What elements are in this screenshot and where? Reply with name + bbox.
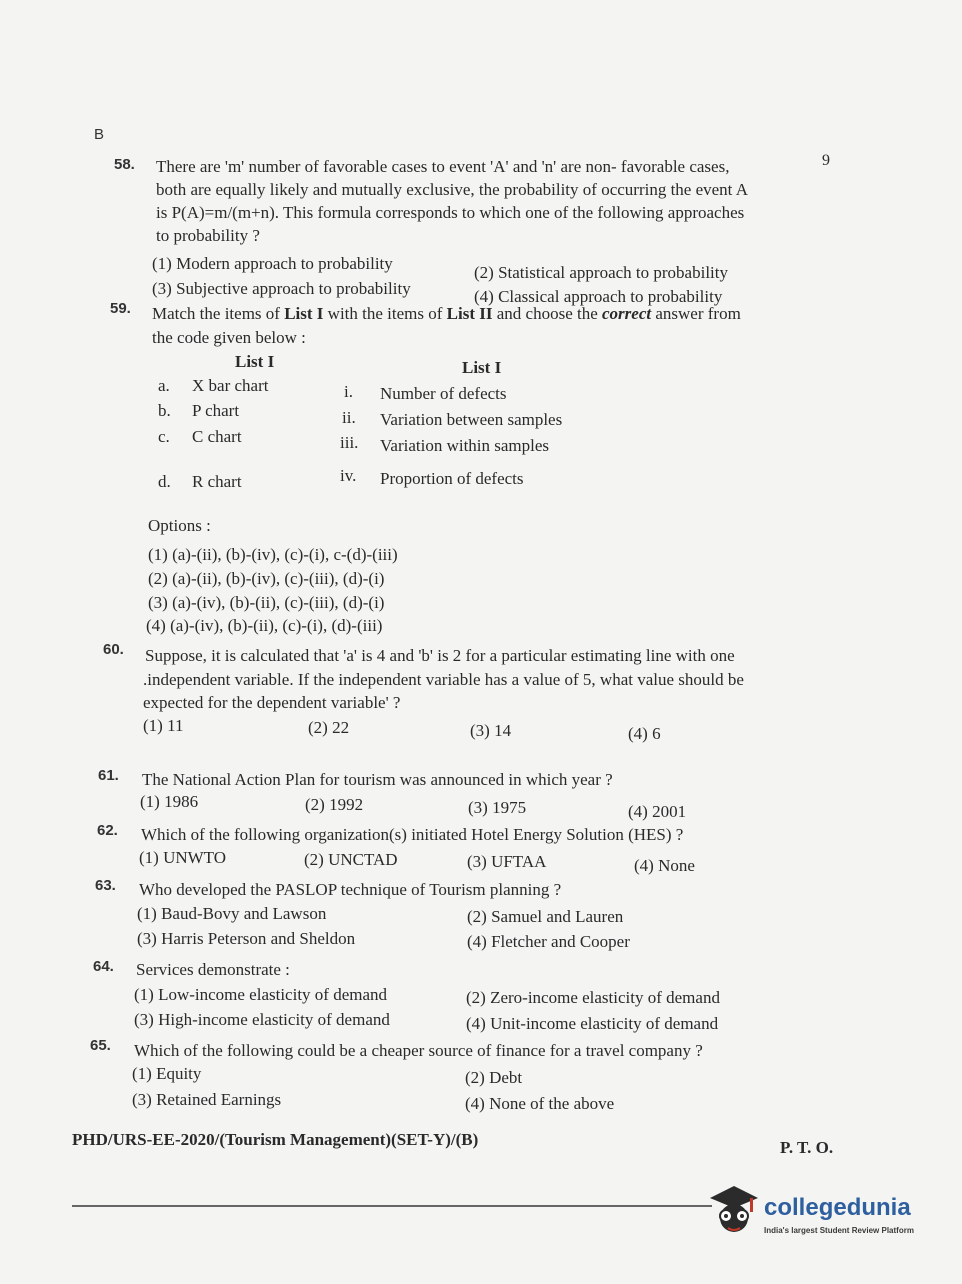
question-text-line: .independent variable. If the independent variable has a value of 5, what value should be (143, 670, 744, 689)
question-text: Which of the following organization(s) initiated Hotel Energy Solution (HES) ? (141, 825, 684, 844)
paper-code: PHD/URS-EE-2020/(Tourism Management)(SET-Y)/(B) (72, 1130, 479, 1149)
list2-item: Proportion of defects (380, 469, 524, 488)
question-text-line: There are 'm' number of favorable cases to event 'A' and 'n' are non- favorable cases, (156, 157, 730, 176)
question-text: The National Action Plan for tourism was announced in which year ? (142, 770, 613, 789)
list2-item: Number of defects (380, 384, 507, 403)
option-2: (2) 22 (308, 718, 350, 737)
options-label: Options : (148, 516, 211, 535)
option-1: (1) (a)-(ii), (b)-(iv), (c)-(i), c-(d)-(iii) (148, 545, 398, 564)
list1-header: List I (235, 352, 275, 371)
question-text-line: expected for the dependent variable' ? (143, 693, 401, 712)
list2-item: Variation within samples (380, 436, 550, 455)
option-4: (4) (a)-(iv), (b)-(ii), (c)-(i), (d)-(iii) (146, 616, 383, 635)
list2-header: List I (462, 358, 502, 377)
option-1: (1) UNWTO (139, 848, 227, 867)
option-4: (4) Unit-income elasticity of demand (466, 1014, 719, 1033)
option-2: (2) Samuel and Lauren (467, 907, 624, 926)
option-2: (2) UNCTAD (304, 850, 398, 869)
question-number: 62. (97, 822, 118, 839)
option-2: (2) Debt (465, 1068, 523, 1087)
set-letter: B (94, 126, 105, 143)
option-1: (1) Modern approach to probability (152, 254, 393, 273)
brand-tagline: India's largest Student Review Platform (764, 1226, 914, 1235)
option-2: (2) Zero-income elasticity of demand (466, 988, 720, 1007)
option-4: (4) Classical approach to probability (474, 287, 723, 306)
list1-key: d. (158, 472, 171, 491)
list1-key: b. (158, 401, 171, 420)
option-3: (3) Harris Peterson and Sheldon (137, 929, 356, 948)
question-text-line: both are equally likely and mutually exclusive, the probability of occurring the event A (156, 180, 748, 199)
list2-key: iv. (340, 466, 357, 485)
option-2: (2) Statistical approach to probability (474, 263, 728, 282)
list1-key: c. (158, 427, 170, 446)
option-1: (1) Equity (132, 1064, 202, 1083)
list1-key: a. (158, 376, 170, 395)
graduate-mascot-icon (706, 1180, 764, 1240)
option-4: (4) None (634, 856, 695, 875)
collegedunia-watermark (706, 1180, 936, 1244)
list1-item: X bar chart (192, 376, 269, 395)
option-4: (4) 6 (628, 724, 661, 743)
question-number: 58. (114, 156, 135, 173)
option-3: (3) Subjective approach to probability (152, 279, 411, 298)
option-4: (4) Fletcher and Cooper (467, 932, 630, 951)
list2-key: ii. (342, 408, 356, 427)
option-1: (1) Low-income elasticity of demand (134, 985, 388, 1004)
option-3: (3) High-income elasticity of demand (134, 1010, 390, 1029)
list2-key: i. (344, 382, 353, 401)
question-text-line: the code given below : (152, 328, 306, 347)
brand-name: collegedunia (764, 1194, 911, 1221)
option-3: (3) Retained Earnings (132, 1090, 282, 1109)
option-4: (4) 2001 (628, 802, 687, 821)
list1-item: C chart (192, 427, 242, 446)
question-number: 59. (110, 300, 131, 317)
option-4: (4) None of the above (465, 1094, 615, 1113)
question-text: Who developed the PASLOP technique of Tourism planning ? (139, 880, 562, 899)
question-number: 65. (90, 1037, 111, 1054)
question-text-line: Match the items of List I with the items of List II and choose the correct answer from (152, 304, 741, 323)
question-text-line: to probability ? (156, 226, 260, 245)
question-text: Services demonstrate : (136, 960, 290, 979)
option-3: (3) 14 (470, 721, 512, 740)
question-number: 64. (93, 958, 114, 975)
question-number: 63. (95, 877, 116, 894)
option-2: (2) (a)-(ii), (b)-(iv), (c)-(iii), (d)-(i) (148, 569, 385, 588)
option-3: (3) UFTAA (467, 852, 547, 871)
question-text: Which of the following could be a cheaper source of finance for a travel company ? (134, 1041, 703, 1060)
list1-item: R chart (192, 472, 242, 491)
question-number: 60. (103, 641, 124, 658)
option-1: (1) 1986 (140, 792, 199, 811)
bottom-rule (72, 1205, 712, 1207)
option-2: (2) 1992 (305, 795, 364, 814)
option-3: (3) 1975 (468, 798, 527, 817)
option-1: (1) 11 (143, 716, 184, 735)
list2-item: Variation between samples (380, 410, 563, 429)
option-3: (3) (a)-(iv), (b)-(ii), (c)-(iii), (d)-(i) (148, 593, 385, 612)
question-number: 61. (98, 767, 119, 784)
question-text-line: Suppose, it is calculated that 'a' is 4 and 'b' is 2 for a particular estimating line with one (145, 646, 735, 665)
pto-label: P. T. O. (780, 1138, 834, 1157)
list2-key: iii. (340, 433, 359, 452)
page-number: 9 (822, 152, 830, 169)
option-1: (1) Baud-Bovy and Lawson (137, 904, 327, 923)
list1-item: P chart (192, 401, 240, 420)
question-text-line: is P(A)=m/(m+n). This formula corresponds to which one of the following approaches (156, 203, 745, 222)
